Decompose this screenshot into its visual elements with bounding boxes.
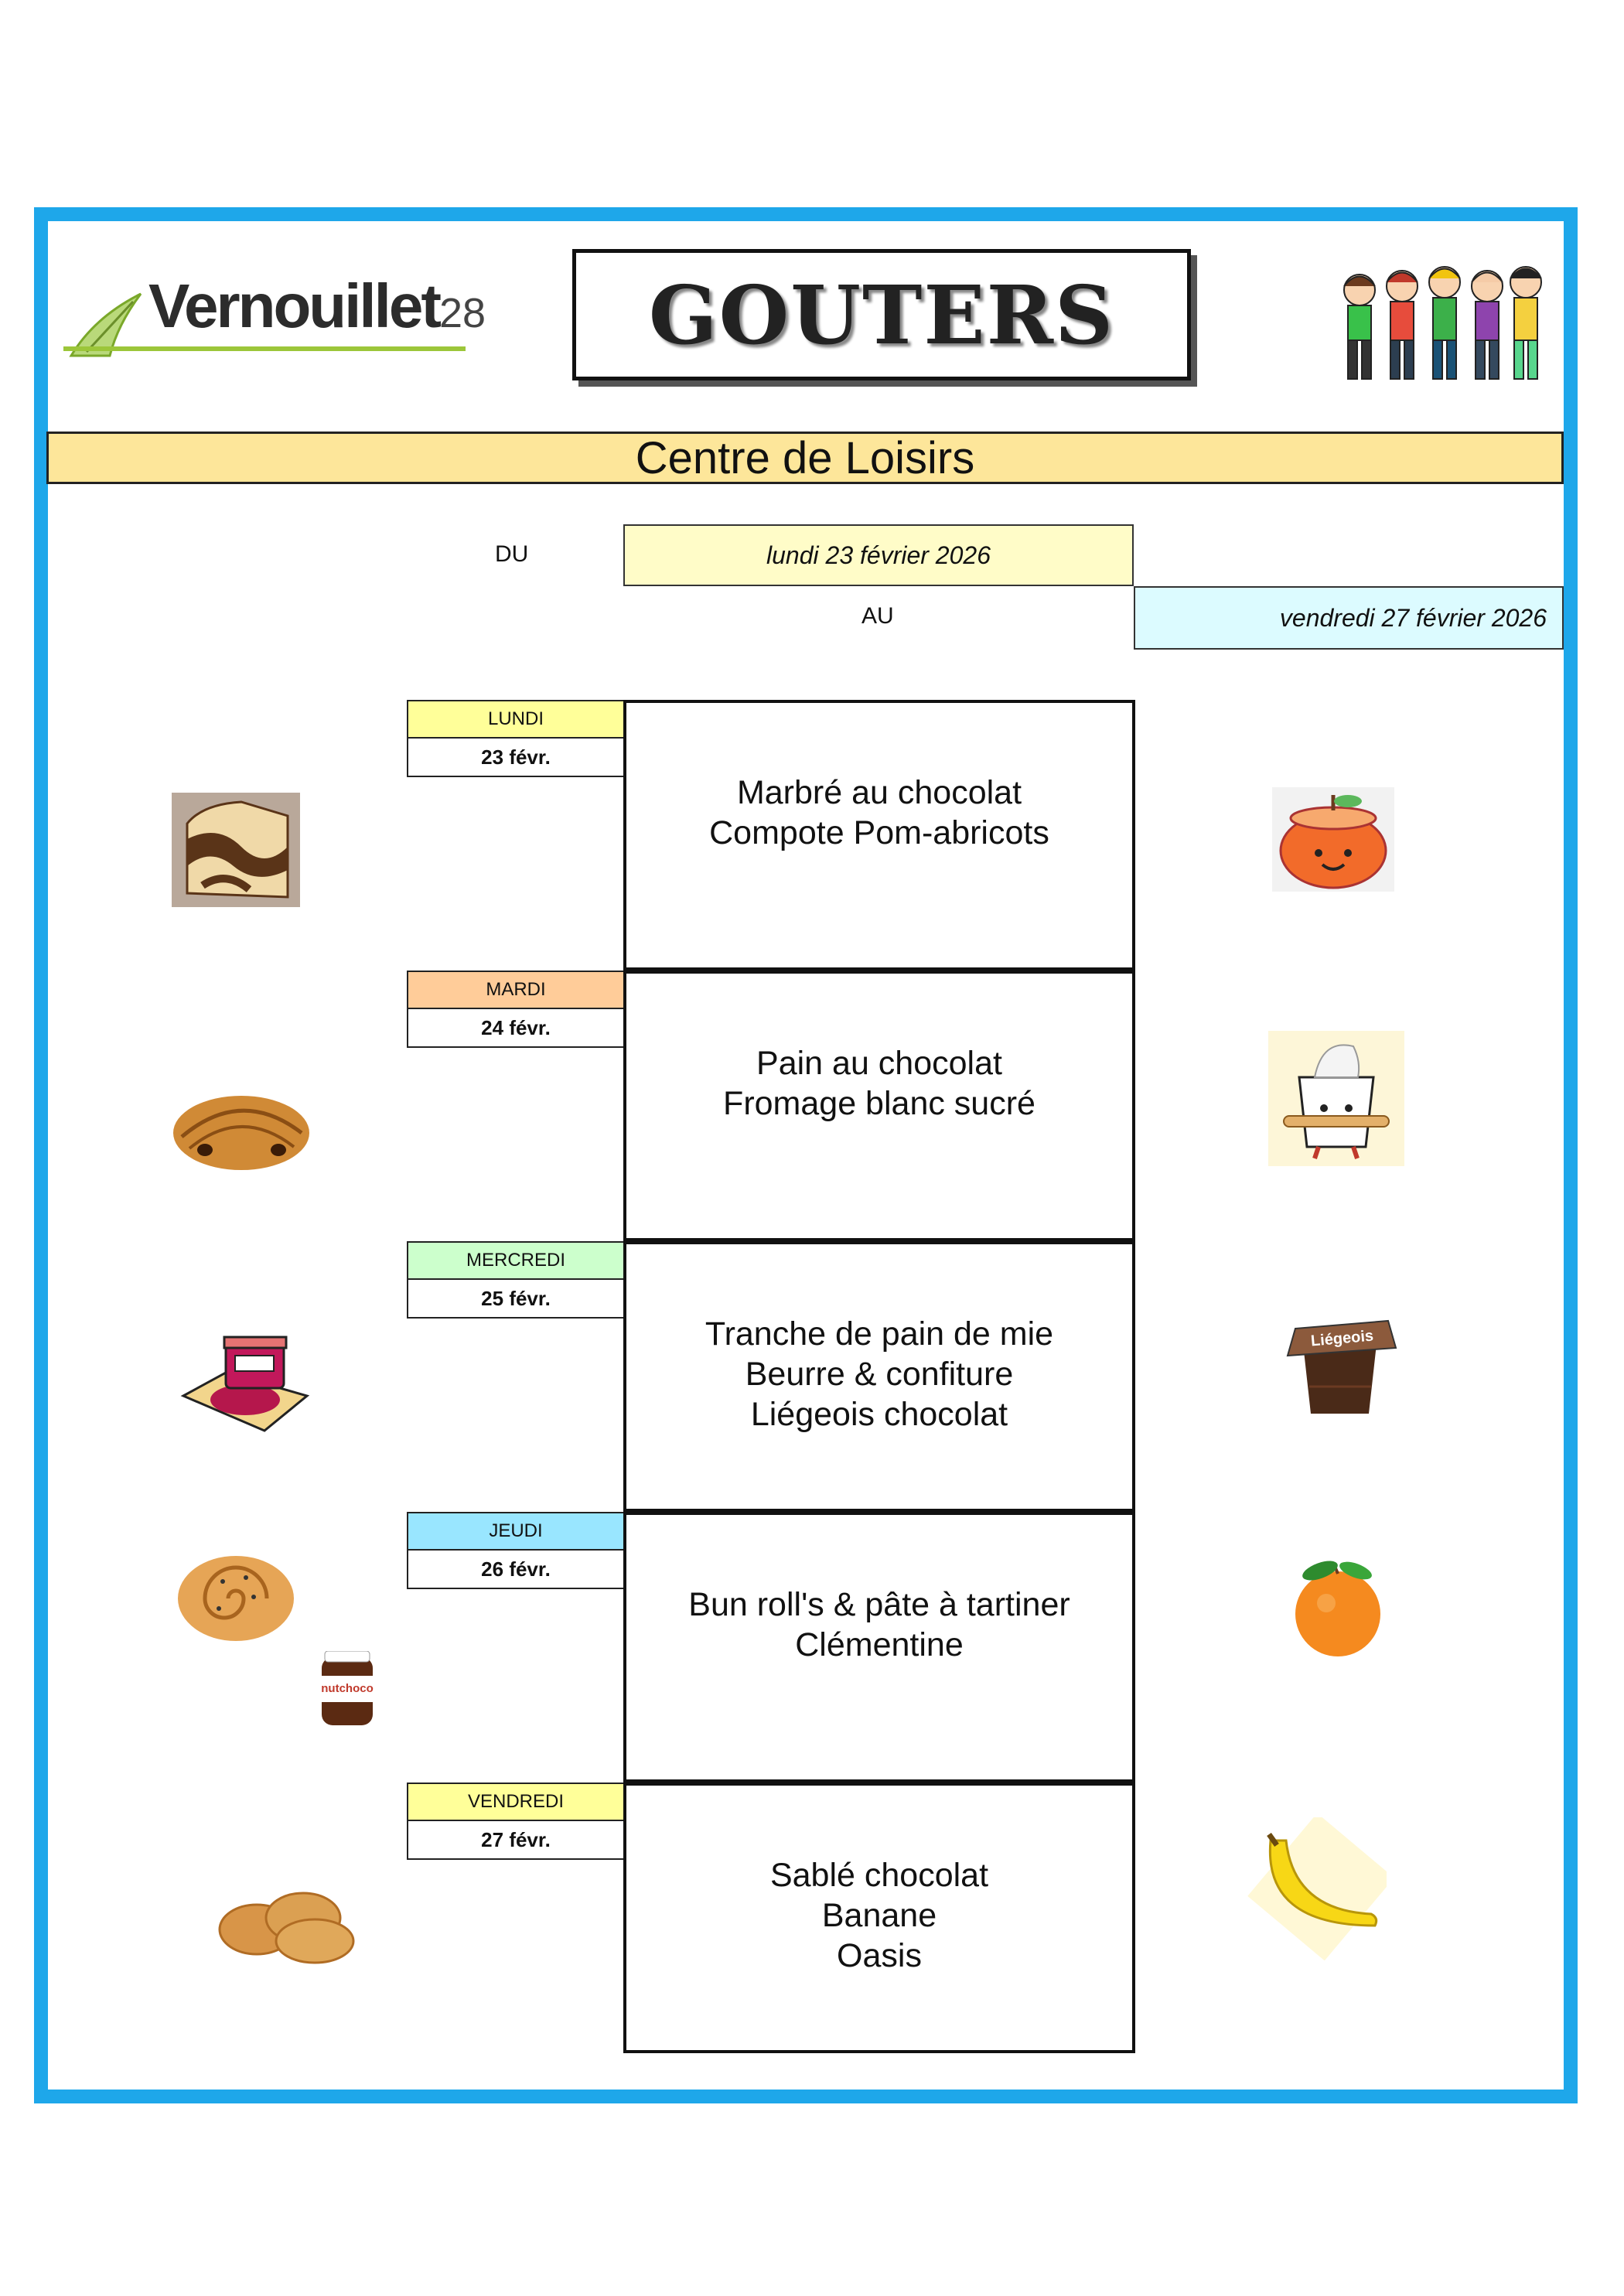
day-date: 27 févr.: [407, 1821, 625, 1860]
day-date: 24 févr.: [407, 1009, 625, 1048]
menu-line: Banane: [821, 1897, 937, 1934]
day-row-thursday: [407, 1512, 1134, 1783]
bun-roll-icon: [176, 1551, 296, 1643]
day-name: VENDREDI: [407, 1783, 625, 1821]
day-row-tuesday: [407, 971, 1134, 1241]
day-row-friday: [407, 1783, 1134, 2053]
menu-line: Fromage blanc sucré: [723, 1085, 1035, 1122]
menu-line: Marbré au chocolat: [736, 774, 1022, 811]
end-date: vendredi 27 février 2026: [1134, 586, 1564, 650]
day-name: MARDI: [407, 971, 625, 1009]
day-name: LUNDI: [407, 700, 625, 739]
menu-line: Pain au chocolat: [756, 1045, 1002, 1082]
bread-and-jam-icon: [179, 1334, 311, 1433]
banana-icon: [1247, 1817, 1387, 1960]
leaf-icon: [63, 286, 148, 363]
spread-jar: [317, 1651, 377, 1728]
spread-jar-label: nutchoco: [321, 1682, 374, 1695]
fromage-blanc-icon: [1268, 1031, 1404, 1166]
compote-jar-icon: [1272, 787, 1394, 892]
day-name: JEUDI: [407, 1512, 625, 1551]
page-title: GOUTERS: [648, 267, 1115, 363]
sable-biscuits-icon: [218, 1887, 357, 1964]
day-row-wednesday: [407, 1241, 1134, 1512]
day-date: 25 févr.: [407, 1280, 625, 1319]
menu-box: [623, 1783, 1135, 2053]
menu-box: [623, 1241, 1135, 1512]
day-date: 26 févr.: [407, 1551, 625, 1589]
start-date: lundi 23 février 2026: [623, 524, 1134, 586]
menu-line: Tranche de pain de mie: [705, 1315, 1054, 1353]
du-label: DU: [495, 541, 529, 567]
logo-main-text: Vernouillet: [148, 271, 439, 340]
children-illustration-icon: [1329, 259, 1553, 394]
title-box: [572, 249, 1191, 380]
menu-box: [623, 700, 1135, 971]
menu-box: [623, 1512, 1135, 1783]
menu-line: Sablé chocolat: [769, 1857, 989, 1894]
au-label: AU: [861, 603, 894, 629]
menu-line: Beurre & confiture: [745, 1356, 1014, 1393]
menu-line: Liégeois chocolat: [750, 1396, 1008, 1433]
day-name: MERCREDI: [407, 1241, 625, 1280]
menu-line: Clémentine: [795, 1626, 964, 1663]
logo-number: 28: [438, 290, 486, 336]
liegeois-cup-icon: [1280, 1313, 1400, 1420]
centre-de-loisirs-banner: Centre de Loisirs: [46, 432, 1564, 484]
day-row-monday: [407, 700, 1134, 971]
liegeois: [1280, 1313, 1400, 1420]
day-date: 23 févr.: [407, 739, 625, 777]
pain-au-chocolat-icon: [170, 1079, 313, 1175]
marble-cake-icon: [172, 793, 300, 907]
clementine-icon: [1288, 1558, 1388, 1659]
vernouillet-logo: [63, 271, 486, 367]
menu-line: Bun roll's & pâte à tartiner: [688, 1586, 1070, 1623]
logo-underline: [63, 346, 466, 351]
menu-line: Oasis: [837, 1937, 922, 1974]
menu-line: Compote Pom-abricots: [709, 814, 1049, 851]
menu-box: [623, 971, 1135, 1241]
liegeois-label: Liégeois: [1310, 1327, 1374, 1350]
